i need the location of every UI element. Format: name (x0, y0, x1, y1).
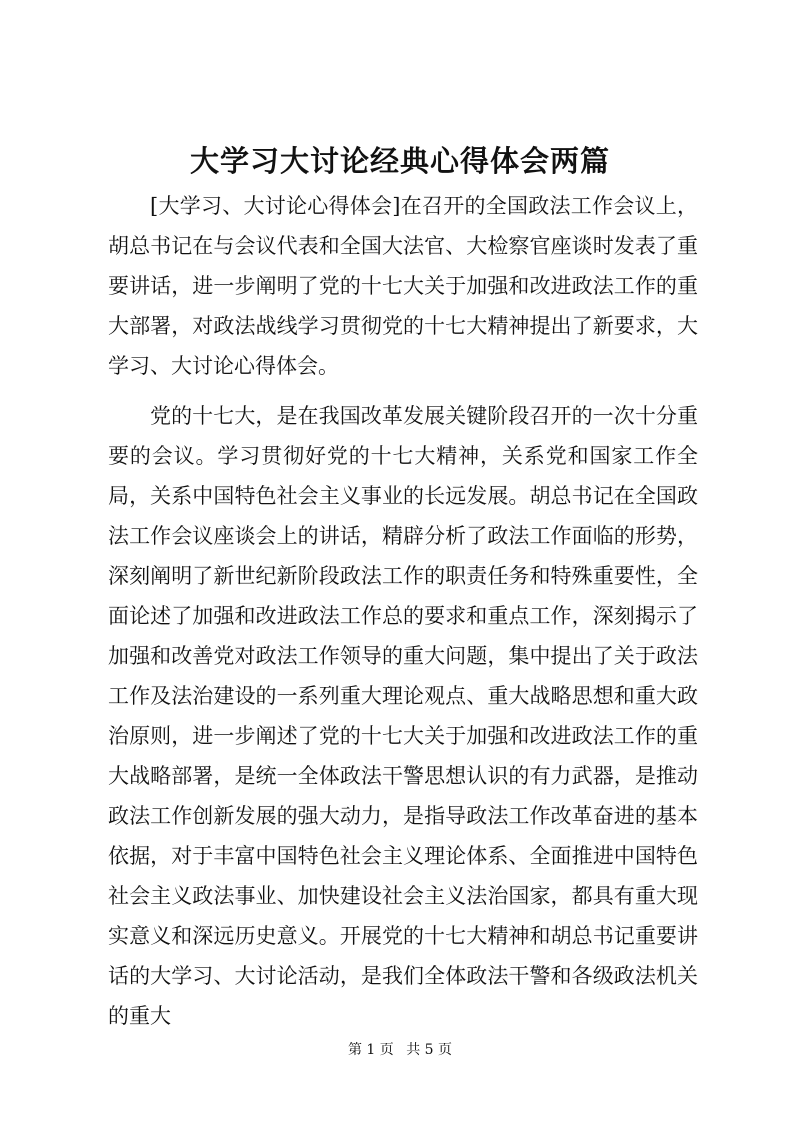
document-title: 大学习大讨论经典心得体会两篇 (189, 144, 610, 178)
paragraph-2: 党的十七大，是在我国改革发展关键阶段召开的一次十分重要的会议。学习贯彻好党的十七大精神，关系党和国家工作全局，关系中国特色社会主义事业的长远发展。胡总书记在全国政法工作会议座谈会上的讲话，精辟分析了政法工作面临的形势，深刻阐明了新世纪新阶段政法工作的职责任务和特殊重要性，全面论述了加强和改进政法工作总的要求和重点工作，深刻揭示了加强和改善党对政法工作领导的重大问题，集中提出了关于政法工作及法治建设的一系列重大理论观点、重大战略思想和重大政治原则，进一步阐述了党的十七大关于加强和改进政法工作的重大战略部署，是统一全体政法干警思想认识的有力武器，是推动政法工作创新发展的强大动力，是指导政法工作改革奋进的基本依据，对于丰富中国特色社会主义理论体系、全面推进中国特色社会主义政法事业、加快建设社会主义法治国家，都具有重大现实意义和深远历史意义。开展党的十七大精神和胡总书记重要讲话的大学习、大讨论活动，是我们全体政法干警和各级政法机关的重大 (108, 404, 698, 1028)
page-total: 共 5 页 (406, 1042, 453, 1058)
page-footer (0, 1040, 800, 1060)
document-body (108, 186, 698, 1036)
page-number: 第 1 页 (347, 1042, 394, 1058)
paragraph-1: [大学习、大讨论心得体会]在召开的全国政法工作会议上，胡总书记在与会议代表和全国大法官、大检察官座谈时发表了重要讲话，进一步阐明了党的十七大关于加强和改进政法工作的重大部署，对政法战线学习贯彻党的十七大精神提出了新要求，大学习、大讨论心得体会。 (108, 194, 698, 378)
